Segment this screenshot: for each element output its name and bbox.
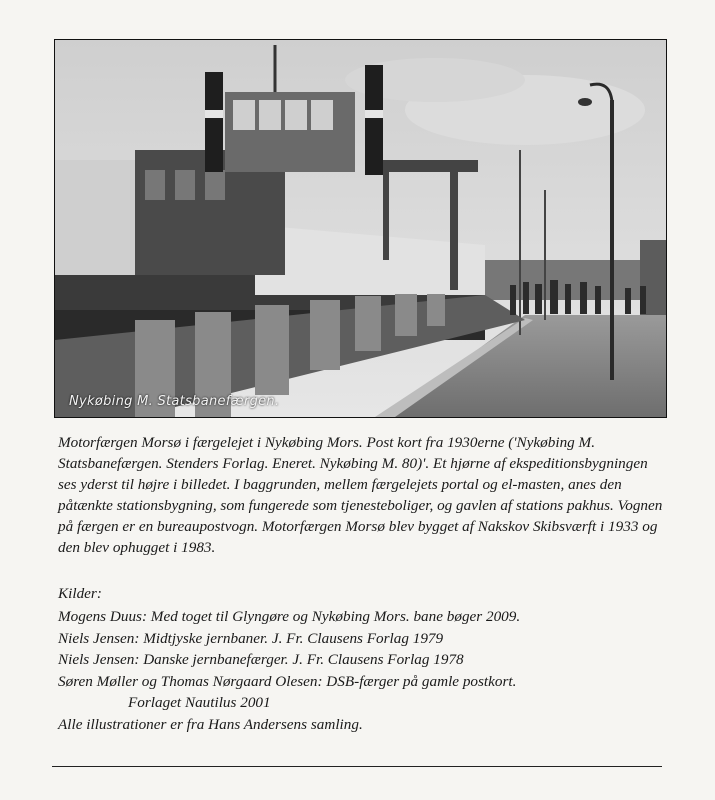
source-item: Forlaget Nautilus 2001 — [128, 694, 271, 711]
sources-heading: Kilder: — [58, 585, 102, 602]
source-item: Mogens Duus: Med toget til Glyngøre og Nykøbing Mors. bane bøger 2009. — [58, 608, 521, 625]
ferry-photograph — [54, 39, 667, 418]
source-item: Niels Jensen: Midtjyske jernbaner. J. Fr. Clausens Forlag 1979 — [58, 629, 444, 647]
photo-caption-paragraph: Motorfærgen Morsø i færgelejet i Nykøbing Mors. Post kort fra 1930erne ('Nykøbing M. Statsbanefærgen. Stenders Forlag. Eneret. Nykøbing M. 80)'. Et hjørne af ekspeditionsbygningen ses yderst til højre i billedet. I baggrunden, mellem færgelejets portal og el-masten, anes den påtænkte stationsbygning, som fungerede som tjenesteboliger, og gavlen af stations pakhus. Vognen på færgen er en bureaupostvogn. Motorfærgen Morsø blev bygget af Nakskov Skibsværft i 1933 og den blev ophugget i 1983. — [58, 434, 663, 556]
source-item: Alle illustrationer er fra Hans Andersens samling. — [58, 715, 363, 733]
source-item: Søren Møller og Thomas Nørgaard Olesen: DSB-færger på gamle postkort. — [58, 672, 517, 690]
sources-list — [58, 606, 678, 735]
photo-overlay-caption: Nykøbing M. Statsbanefærgen. — [69, 394, 280, 409]
source-item: Niels Jensen: Danske jernbanefærger. J. Fr. Clausens Forlag 1978 — [58, 651, 464, 668]
bottom-divider — [52, 766, 662, 767]
ferry-photo-illustration — [55, 40, 666, 417]
